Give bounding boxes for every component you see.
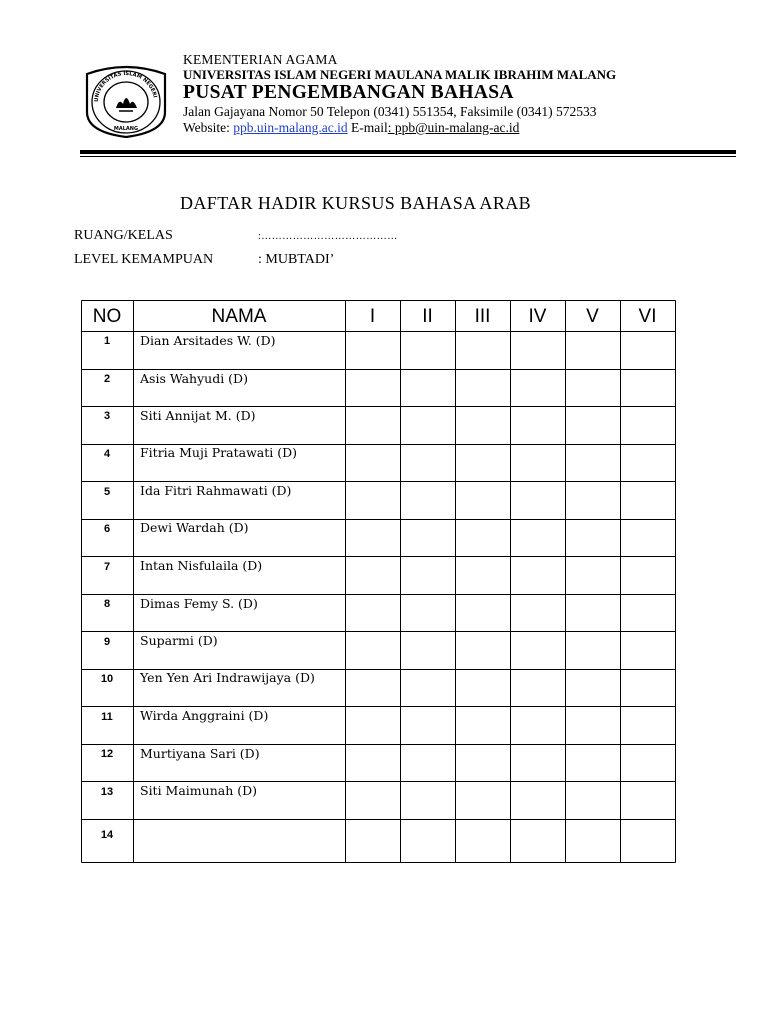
letterhead-rule-thin [80,156,736,157]
header-no: NO [92,306,122,327]
row-name: Siti Maimunah (D) [140,783,258,798]
row-name: Siti Annijat M. (D) [140,408,256,423]
row-no: 14 [100,829,114,841]
email-address: : ppb@uin-malang-ac.id [387,120,520,135]
row-name: Asis Wahyudi (D) [140,371,248,386]
letterhead-rule-thick [80,150,736,154]
row-no: 4 [103,448,111,460]
row-no: 8 [103,598,111,610]
room-label: RUANG/KELAS [74,228,173,243]
row-name: Dewi Wardah (D) [140,520,249,535]
row-no: 13 [100,786,114,798]
row-name: Murtiyana Sari (D) [140,746,260,761]
room-value: :………………………………… [258,231,398,242]
university-logo [83,62,169,138]
email-label: E-mail [347,120,388,135]
row-name: Fitria Muji Pratawati (D) [140,445,298,460]
row-name: Intan Nisfulaila (D) [140,558,263,573]
header-session-1: I [369,306,376,327]
header-session-2: II [422,306,433,327]
header-session-4: IV [528,306,547,327]
row-name: Dimas Femy S. (D) [140,596,258,611]
center-name: PUSAT PENGEMBANGAN BAHASA [183,82,514,103]
room-field [74,228,398,244]
row-name: Wirda Anggraini (D) [140,708,269,723]
row-no: 10 [100,673,114,685]
letterhead [183,52,616,136]
row-no: 6 [103,523,111,535]
row-no: 12 [100,748,114,760]
row-name: Yen Yen Ari Indrawijaya (D) [140,670,315,685]
document-title: DAFTAR HADIR KURSUS BAHASA ARAB [180,193,532,213]
address-line: Jalan Gajayana Nomor 50 Telepon (0341) 551354, Faksimile (0341) 572533 [183,104,597,119]
ministry-name: KEMENTERIAN AGAMA [183,52,338,67]
row-no: 3 [103,410,111,422]
level-label: LEVEL KEMAMPUAN [74,252,214,267]
header-session-6: VI [638,306,657,327]
logo-arc-text: UNIVERSITAS ISLAM NEGERI [93,70,158,103]
row-no: 7 [103,561,111,573]
website-link[interactable]: ppb.uin-malang.ac.id [233,120,348,135]
header-session-5: V [586,306,599,327]
row-no: 2 [103,373,111,385]
row-no: 9 [103,636,111,648]
level-value: : MUBTADI’ [258,252,335,267]
row-name: Dian Arsitades W. (D) [140,333,276,348]
level-field [74,252,334,268]
row-no: 1 [103,335,111,347]
logo-bottom-text: MALANG [113,126,139,132]
website-label: Website: [183,120,234,135]
university-name: UNIVERSITAS ISLAM NEGERI MAULANA MALIK IBRAHIM MALANG [183,67,617,82]
contact-line [183,120,616,136]
row-no: 5 [103,486,111,498]
row-name: Suparmi (D) [140,633,218,648]
row-name: Ida Fitri Rahmawati (D) [140,483,292,498]
header-nama: NAMA [211,306,267,327]
header-session-3: III [474,306,491,327]
row-no: 11 [101,711,113,723]
